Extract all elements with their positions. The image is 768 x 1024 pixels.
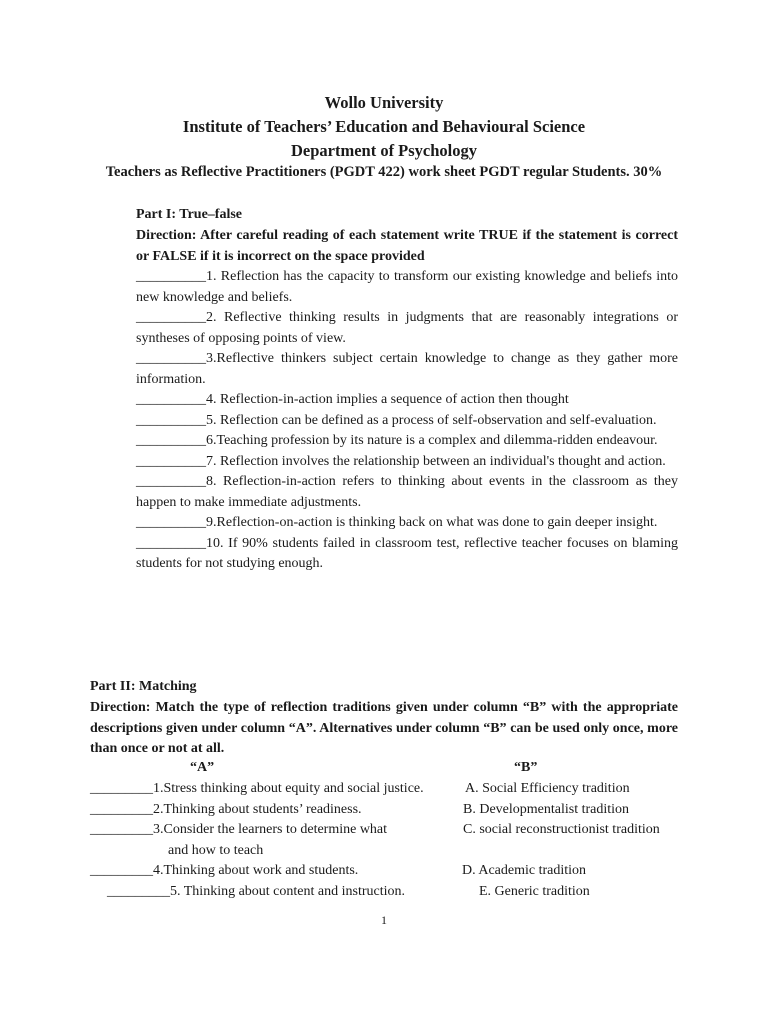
match-item-a: _________3.Consider the learners to determine what <box>90 822 388 837</box>
list-item: __________1. Reflection has the capacity to transform our existing knowledge and beliefs into new knowledge and beliefs. <box>136 269 678 305</box>
match-item-b: B. Developmentalist tradition <box>463 802 630 817</box>
match-item-b: D. Academic tradition <box>462 863 587 878</box>
part2-direction: Direction: Match the type of reflection traditions given under column “B” with the appropriate descriptions given under column “A”. Alternatives under column “B” can be used only once, more than once or not at all. <box>90 700 678 756</box>
list-item: __________10. If 90% students failed in classroom test, reflective teacher focuses on blaming students for not studying enough. <box>136 535 678 571</box>
list-item: __________7. Reflection involves the relationship between an individual's thought and action. <box>136 453 666 469</box>
part1-direction: Direction: After careful reading of each statement write TRUE if the statement is correct or FALSE if it is incorrect on the space provided <box>136 228 678 264</box>
institute-title: Institute of Teachers’ Education and Behavioural Science <box>182 117 586 136</box>
match-item-a: _________4.Thinking about work and students. <box>90 863 359 878</box>
list-item: __________9.Reflection-on-action is thinking back on what was done to gain deeper insight. <box>136 515 658 530</box>
university-title: Wollo University <box>324 93 444 112</box>
list-item: __________8. Reflection-in-action refers to thinking about events in the classroom as they happen to make immediate adjustments. <box>136 474 678 510</box>
match-item-a: _________1.Stress thinking about equity and social justice. <box>90 781 424 796</box>
list-item: __________4. Reflection-in-action implies a sequence of action then thought <box>136 392 569 407</box>
list-item: __________3.Reflective thinkers subject certain knowledge to change as they gather more information. <box>136 351 678 387</box>
part2-title: Part II: Matching <box>90 679 197 694</box>
match-item-a: _________2.Thinking about students’ readiness. <box>90 802 362 817</box>
list-item: __________6.Teaching profession by its nature is a complex and dilemma-ridden endeavour. <box>136 433 658 448</box>
page-number: 1 <box>381 913 387 927</box>
list-item: __________2. Reflective thinking results in judgments that are reasonably integrations or syntheses of opposing points of view. <box>136 310 678 346</box>
course-line: Teachers as Reflective Practitioners (PGDT 422) work sheet PGDT regular Students. 30% <box>105 164 663 180</box>
match-item-b: E. Generic tradition <box>479 884 590 899</box>
part1-items <box>136 267 678 575</box>
match-item-b: C. social reconstructionist tradition <box>463 822 660 837</box>
list-item: __________5. Reflection can be defined as a process of self-observation and self-evaluation. <box>136 412 657 428</box>
column-a-header: “A” <box>190 760 215 775</box>
match-item-a-continuation: and how to teach <box>168 843 264 858</box>
column-b-header: “B” <box>514 760 538 775</box>
department-title: Department of Psychology <box>290 141 478 160</box>
match-item-b: A. Social Efficiency tradition <box>465 781 630 796</box>
match-item-a: _________5. Thinking about content and instruction. <box>107 884 405 899</box>
part1-title: Part I: True–false <box>136 207 243 222</box>
